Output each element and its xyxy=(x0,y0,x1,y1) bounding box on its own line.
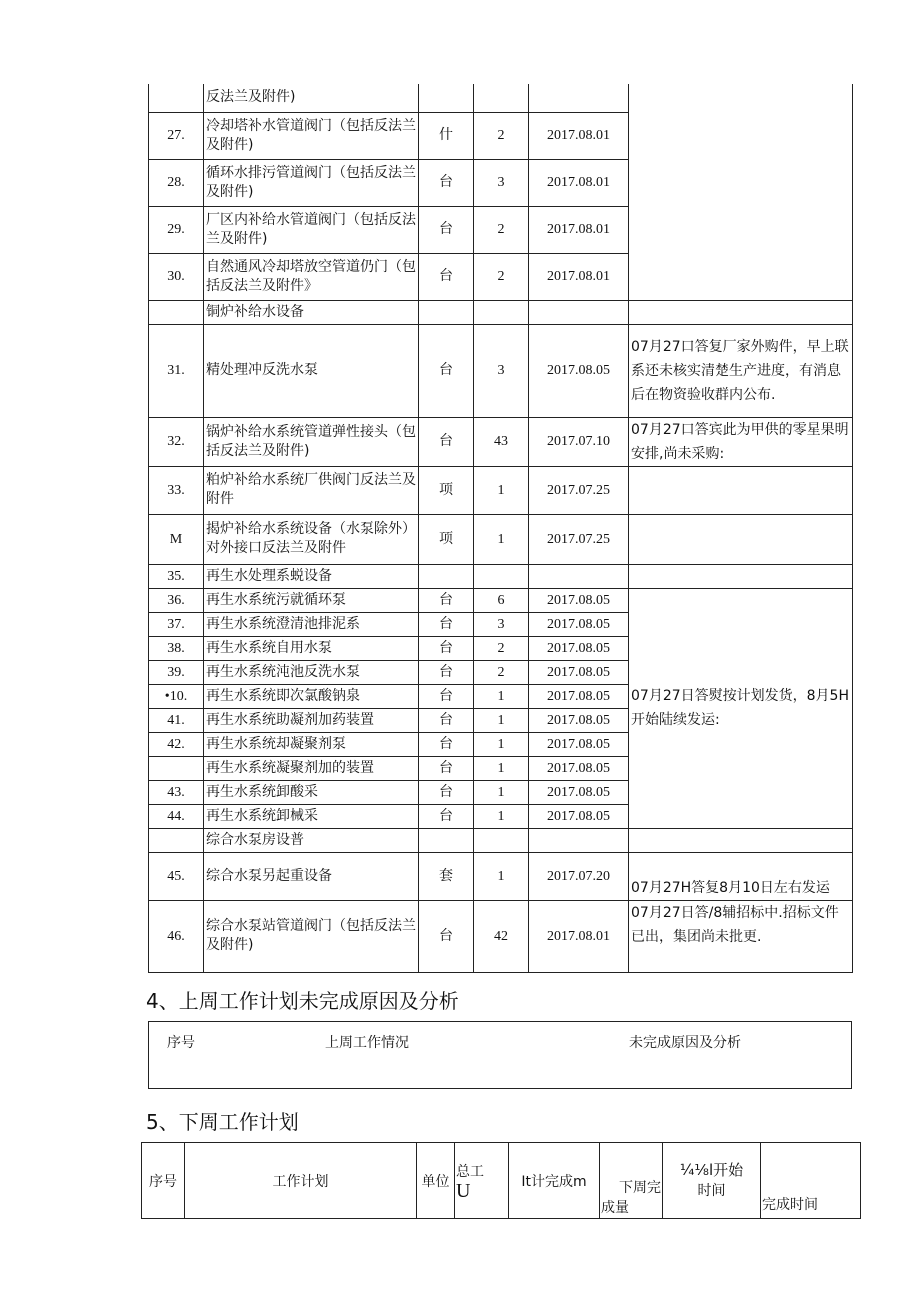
row-item: 再生水系统凝聚剂加的装置 xyxy=(204,756,419,780)
row-number xyxy=(149,84,204,112)
row-unit: 台 xyxy=(419,206,474,253)
row-item: 综合水泵房设普 xyxy=(204,828,419,852)
row-number: M xyxy=(149,514,204,564)
row-date: 2017.08.01 xyxy=(529,900,629,972)
row-date xyxy=(529,84,629,112)
row-qty: 1 xyxy=(474,804,529,828)
row-date xyxy=(529,564,629,588)
row-unit: 台 xyxy=(419,588,474,612)
row-unit: 台 xyxy=(419,159,474,206)
row-note xyxy=(629,828,853,852)
row-item: 再生水系统卸酸采 xyxy=(204,780,419,804)
row-qty: 6 xyxy=(474,588,529,612)
row-qty: 2 xyxy=(474,206,529,253)
row-qty: 1 xyxy=(474,466,529,514)
equipment-table xyxy=(148,84,853,973)
row-item: 再生水系统污就循环泵 xyxy=(204,588,419,612)
row-date: 2017.08.05 xyxy=(529,780,629,804)
header-finish-time: 完成时间 xyxy=(761,1143,861,1219)
row-qty: 2 xyxy=(474,253,529,300)
row-qty: 2 xyxy=(474,112,529,159)
row-item: 综合水泵站管道阀门（包括反法兰及附件) xyxy=(204,900,419,972)
row-qty: 3 xyxy=(474,159,529,206)
table-row xyxy=(149,852,853,900)
row-unit: 项 xyxy=(419,466,474,514)
row-item: 再生水系统却凝聚剂泵 xyxy=(204,732,419,756)
merged-delivery-note: 07月27日答熨按计划发货，8月5H开始陆续发运: xyxy=(629,588,853,828)
row-number: 39. xyxy=(149,660,204,684)
row-unit: 台 xyxy=(419,684,474,708)
next-week-plan-table xyxy=(141,1142,861,1219)
row-date: 2017.08.05 xyxy=(529,756,629,780)
row-number: 42. xyxy=(149,732,204,756)
table-row xyxy=(149,514,853,564)
row-unit: 台 xyxy=(419,324,474,417)
row-qty: 42 xyxy=(474,900,529,972)
row-qty: 43 xyxy=(474,417,529,466)
row-item: 再生水系统沌池反洗水泵 xyxy=(204,660,419,684)
row-date: 2017.08.05 xyxy=(529,588,629,612)
row-number xyxy=(149,300,204,324)
row-note xyxy=(629,84,853,300)
row-qty: 2 xyxy=(474,660,529,684)
row-date: 2017.08.01 xyxy=(529,206,629,253)
row-number: 43. xyxy=(149,780,204,804)
row-item: 再生水系统助凝剂加药装置 xyxy=(204,708,419,732)
row-qty: 1 xyxy=(474,852,529,900)
row-qty xyxy=(474,828,529,852)
row-item: 精处理冲反洗水泵 xyxy=(204,324,419,417)
row-note: 07月27口答宾此为甲供的零星果明安排,尚未采购: xyxy=(629,417,853,466)
row-unit xyxy=(419,828,474,852)
row-date: 2017.07.25 xyxy=(529,514,629,564)
row-item: 冷却塔补水管道阀门（包括反法兰及附件) xyxy=(204,112,419,159)
header-start-time-line2: 时间 xyxy=(697,1183,726,1199)
table-row xyxy=(149,564,853,588)
row-item: 综合水泵另起重设备 xyxy=(204,852,419,900)
row-qty xyxy=(474,300,529,324)
row-number: 28. xyxy=(149,159,204,206)
row-note: 07月27日答/8辅招标中.招标文件已出，集团尚未批更. xyxy=(629,900,853,972)
row-unit: 台 xyxy=(419,732,474,756)
row-item: 锅炉补给水系统管道弹性接头（包括反法兰及附件) xyxy=(204,417,419,466)
row-note xyxy=(629,300,853,324)
row-unit: 套 xyxy=(419,852,474,900)
row-item: 循环水排污管道阀门（包括反法兰及附件) xyxy=(204,159,419,206)
row-date: 2017.07.25 xyxy=(529,466,629,514)
row-unit: 台 xyxy=(419,660,474,684)
row-unit: 什 xyxy=(419,112,474,159)
header-start-time xyxy=(663,1143,761,1219)
row-unit: 台 xyxy=(419,636,474,660)
header-work-plan: 工作计划 xyxy=(185,1143,417,1219)
row-qty: 1 xyxy=(474,514,529,564)
table-row xyxy=(149,588,853,612)
row-unit: 项 xyxy=(419,514,474,564)
unfinished-analysis-table xyxy=(148,1021,852,1089)
row-date: 2017.07.20 xyxy=(529,852,629,900)
header-unit: 单位 xyxy=(417,1143,455,1219)
table-row xyxy=(149,300,853,324)
row-date: 2017.08.05 xyxy=(529,612,629,636)
row-number xyxy=(149,756,204,780)
row-number: 35. xyxy=(149,564,204,588)
row-qty: 1 xyxy=(474,732,529,756)
row-number: 45. xyxy=(149,852,204,900)
row-unit: 台 xyxy=(419,900,474,972)
row-item: 再生水系统澄清池排泥系 xyxy=(204,612,419,636)
row-item: 厂区内补给水管道阀门（包括反法兰及附件) xyxy=(204,206,419,253)
row-unit: 台 xyxy=(419,780,474,804)
row-number: 32. xyxy=(149,417,204,466)
row-item: 反法兰及附件) xyxy=(204,84,419,112)
row-number: 27. xyxy=(149,112,204,159)
column-header-reason: 未完成原因及分析 xyxy=(629,1035,741,1051)
row-date: 2017.08.05 xyxy=(529,804,629,828)
row-item: 揭炉补给水系统设备（水泵除外）对外接口反法兰及附件 xyxy=(204,514,419,564)
table-row xyxy=(149,417,853,466)
row-item: 再生水系统即次氯酸钠泉 xyxy=(204,684,419,708)
row-unit: 台 xyxy=(419,756,474,780)
row-date: 2017.08.05 xyxy=(529,684,629,708)
row-item: 再生水处理系蜕设备 xyxy=(204,564,419,588)
header-next-week-line1: 下周完 xyxy=(619,1180,661,1196)
row-unit: 台 xyxy=(419,804,474,828)
column-header-number: 序号 xyxy=(167,1035,195,1051)
row-date: 2017.08.01 xyxy=(529,159,629,206)
row-unit xyxy=(419,564,474,588)
row-date: 2017.08.01 xyxy=(529,112,629,159)
row-number xyxy=(149,828,204,852)
column-header-last-week: 上周工作情况 xyxy=(325,1035,409,1051)
row-qty xyxy=(474,84,529,112)
row-number: 29. xyxy=(149,206,204,253)
table-row xyxy=(149,324,853,417)
row-item: 自然通风冷却塔放空管道仍门（包括反法兰及附件》 xyxy=(204,253,419,300)
row-date: 2017.07.10 xyxy=(529,417,629,466)
row-date: 2017.08.05 xyxy=(529,708,629,732)
row-number: 41. xyxy=(149,708,204,732)
row-qty: 1 xyxy=(474,780,529,804)
row-qty: 2 xyxy=(474,636,529,660)
header-total xyxy=(455,1143,509,1219)
row-date xyxy=(529,300,629,324)
row-qty: 3 xyxy=(474,612,529,636)
row-number: 31. xyxy=(149,324,204,417)
row-date: 2017.08.05 xyxy=(529,732,629,756)
header-next-week-line2: 成量 xyxy=(601,1200,629,1216)
row-number: 44. xyxy=(149,804,204,828)
row-item: 铜炉补给水设备 xyxy=(204,300,419,324)
section-5-title: 5、下周工作计划 xyxy=(146,1110,299,1134)
row-item: 再生水系统卸械采 xyxy=(204,804,419,828)
row-unit xyxy=(419,300,474,324)
row-unit xyxy=(419,84,474,112)
row-unit: 台 xyxy=(419,708,474,732)
row-qty xyxy=(474,564,529,588)
section-4-title: 4、上周工作计划未完成原因及分析 xyxy=(146,989,459,1013)
row-date: 2017.08.05 xyxy=(529,324,629,417)
table-row xyxy=(149,828,853,852)
row-item: 再生水系统自用水泵 xyxy=(204,636,419,660)
row-number: 33. xyxy=(149,466,204,514)
row-unit: 台 xyxy=(419,612,474,636)
row-note xyxy=(629,564,853,588)
header-row xyxy=(142,1143,861,1219)
row-note: 07月27H答复8月10日左右发运 xyxy=(629,852,853,900)
row-number: 37. xyxy=(149,612,204,636)
header-total-line2: U xyxy=(456,1180,471,1202)
row-note xyxy=(629,466,853,514)
header-next-week xyxy=(600,1143,663,1219)
row-date: 2017.08.05 xyxy=(529,636,629,660)
header-start-time-line1: ¼⅛l开始 xyxy=(679,1161,744,1179)
header-number: 序号 xyxy=(142,1143,185,1219)
row-qty: 3 xyxy=(474,324,529,417)
row-date: 2017.08.05 xyxy=(529,660,629,684)
row-date: 2017.08.01 xyxy=(529,253,629,300)
row-qty: 1 xyxy=(474,684,529,708)
row-number: 38. xyxy=(149,636,204,660)
table-row xyxy=(149,900,853,972)
row-qty: 1 xyxy=(474,708,529,732)
row-note: 07月27口答复厂家外购件，早上联系还未核实清楚生产进度，有消息后在物资验收群内公布. xyxy=(629,324,853,417)
row-note xyxy=(629,514,853,564)
row-item: 粕炉补给水系统厂供阀门反法兰及附件 xyxy=(204,466,419,514)
row-qty: 1 xyxy=(474,756,529,780)
header-total-line1: 总工 xyxy=(456,1164,484,1180)
row-number: 46. xyxy=(149,900,204,972)
row-number: 30. xyxy=(149,253,204,300)
table-row xyxy=(149,84,853,112)
header-planned-completion: It计完成m xyxy=(509,1143,600,1219)
row-number: 36. xyxy=(149,588,204,612)
table-row xyxy=(149,466,853,514)
row-unit: 台 xyxy=(419,417,474,466)
row-number: •10. xyxy=(149,684,204,708)
row-date xyxy=(529,828,629,852)
row-unit: 台 xyxy=(419,253,474,300)
